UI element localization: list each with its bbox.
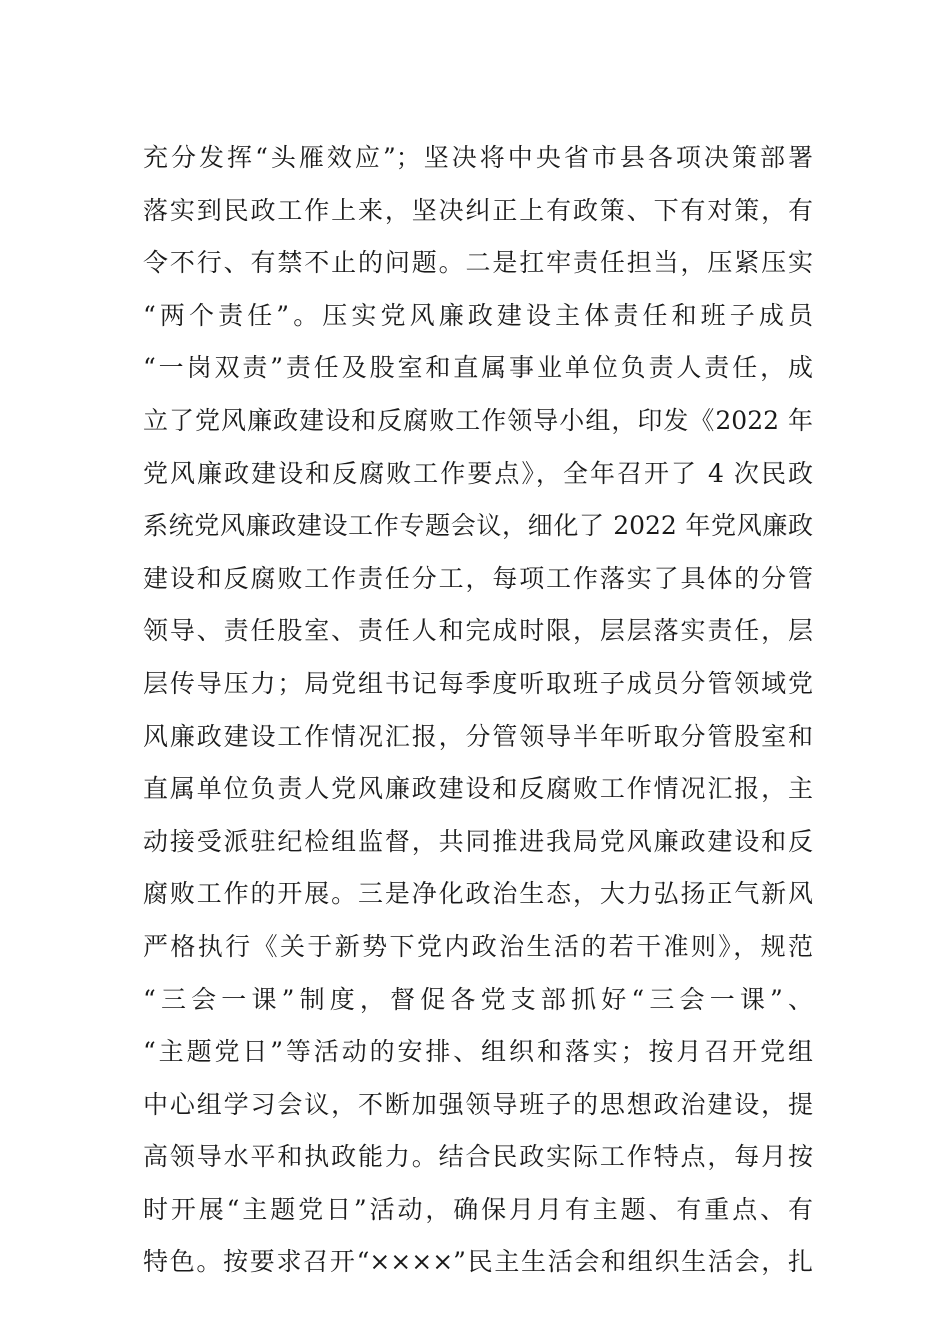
text-line-15: 腐败工作的开展。三是净化政治生态，大力弘扬正气新风 (143, 879, 813, 909)
text-line-1: 充分发挥“头雁效应”；坚决将中央省市县各项决策部署 (143, 143, 813, 172)
text-line-19: 中心组学习会议，不断加强领导班子的思想政治建设，提 (143, 1089, 813, 1119)
text-line-20: 高领导水平和执政能力。结合民政实际工作特点，每月按 (143, 1142, 813, 1172)
text-line-5: “一岗双责”责任及股室和直属事业单位负责人责任，成 (143, 353, 813, 383)
text-line-7: 党风廉政建设和反腐败工作要点》，全年召开了 4 次民政 (143, 458, 813, 488)
text-line-10: 领导、责任股室、责任人和完成时限，层层落实责任，层 (143, 616, 813, 646)
text-line-18: “主题党日”等活动的安排、组织和落实；按月召开党组 (143, 1037, 813, 1067)
text-line-21: 时开展“主题党日”活动，确保月月有主题、有重点、有 (143, 1194, 813, 1224)
text-line-17: “三会一课”制度，督促各党支部抓好“三会一课”、 (143, 984, 813, 1014)
text-line-12: 风廉政建设工作情况汇报，分管领导半年听取分管股室和 (143, 721, 813, 751)
text-line-13: 直属单位负责人党风廉政建设和反腐败工作情况汇报，主 (143, 774, 813, 804)
body-text (143, 132, 813, 1289)
text-line-2: 落实到民政工作上来，坚决纠正上有政策、下有对策，有 (143, 195, 813, 225)
text-line-6: 立了党风廉政建设和反腐败工作领导小组，印发《2022 年 (143, 405, 813, 435)
text-line-11: 层传导压力；局党组书记每季度听取班子成员分管领域党 (143, 668, 813, 698)
text-line-3: 令不行、有禁不止的问题。二是扛牢责任担当，压紧压实 (143, 248, 813, 278)
text-line-14: 动接受派驻纪检组监督，共同推进我局党风廉政建设和反 (143, 826, 813, 856)
text-line-9: 建设和反腐败工作责任分工，每项工作落实了具体的分管 (143, 563, 813, 593)
text-line-22: 特色。按要求召开“××××”民主生活会和组织生活会，扎 (143, 1247, 813, 1277)
text-line-16: 严格执行《关于新势下党内政治生活的若干准则》，规范 (143, 931, 813, 961)
text-line-8: 系统党风廉政建设工作专题会议，细化了 2022 年党风廉政 (143, 511, 813, 541)
text-line-4: “两个责任”。压实党风廉政建设主体责任和班子成员 (143, 300, 813, 330)
